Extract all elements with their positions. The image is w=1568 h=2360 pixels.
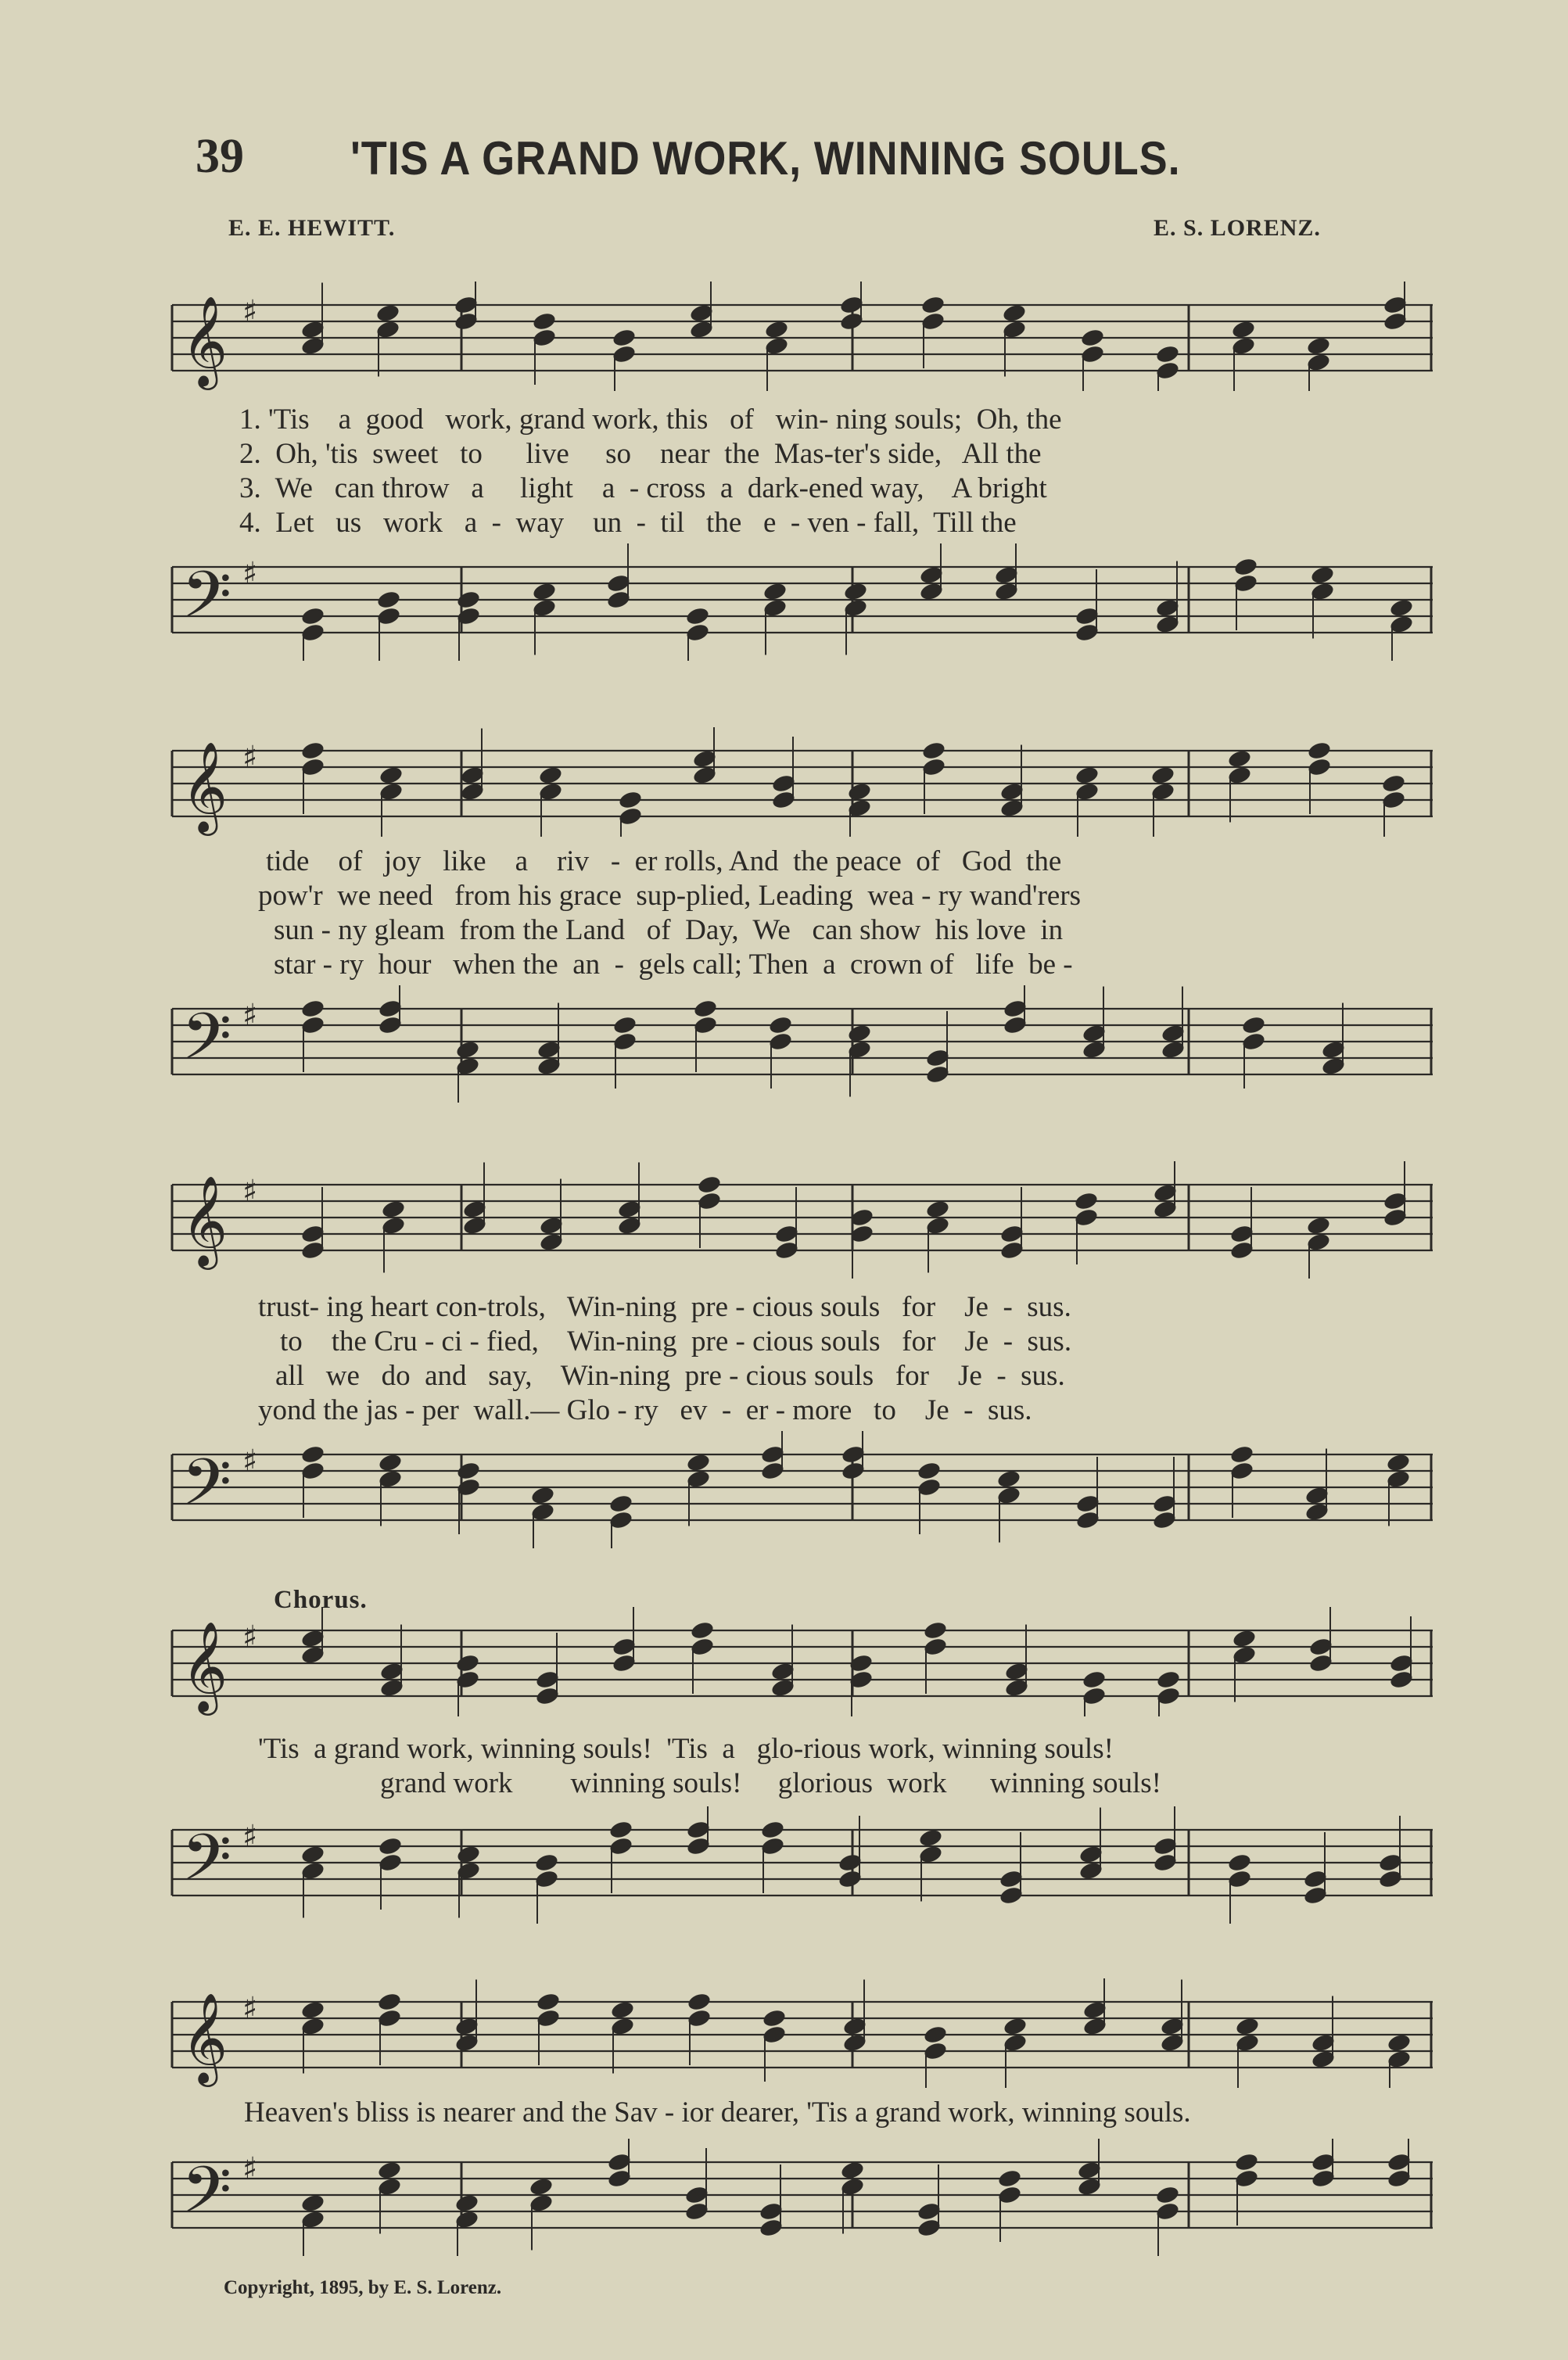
lyric-line: sun - ny gleam from the Land of Day, We can show his love in [274, 914, 1064, 946]
svg-text:♯: ♯ [242, 294, 258, 330]
treble-staff [164, 1978, 1441, 2088]
copyright-notice: Copyright, 1895, by E. S. Lorenz. [224, 2277, 502, 2298]
svg-text:𝄞: 𝄞 [181, 1620, 228, 1712]
svg-text:𝄞: 𝄞 [181, 741, 228, 832]
treble-staff [164, 727, 1441, 837]
lyric-line: tide of joy like a riv - er rolls, And the peace of God the [266, 845, 1062, 877]
lyric-line: trust- ing heart con-trols, Win-ning pre - cious souls for Je - sus. [258, 1291, 1071, 1323]
svg-text:♯: ♯ [242, 1619, 258, 1655]
svg-text:♯: ♯ [242, 556, 258, 592]
svg-text:𝄢: 𝄢 [181, 557, 232, 648]
svg-text:𝄢: 𝄢 [181, 1444, 232, 1536]
svg-text:♯: ♯ [242, 740, 258, 776]
lyric-line: 2. Oh, 'tis sweet to live so near the Mas-ter's side, All the [239, 438, 1042, 470]
bass-staff [164, 543, 1441, 661]
svg-text:♯: ♯ [242, 998, 258, 1034]
svg-text:𝄢: 𝄢 [181, 999, 232, 1090]
hymn-title: 'TIS A GRAND WORK, WINNING SOULS. [350, 132, 1181, 185]
chorus-label: Chorus. [274, 1586, 368, 1614]
bass-staff [164, 1806, 1441, 1924]
treble-staff [164, 1607, 1441, 1716]
lyric-line: Heaven's bliss is nearer and the Sav - ior dearer, 'Tis a grand work, winning souls. [244, 2096, 1191, 2129]
lyric-line: 3. We can throw a light a - cross a dark-ened way, A bright [239, 472, 1047, 504]
bass-staff [164, 2139, 1441, 2256]
svg-text:♯: ♯ [242, 2151, 258, 2187]
svg-text:𝄢: 𝄢 [181, 1820, 232, 1911]
svg-text:𝄞: 𝄞 [181, 1992, 228, 2083]
lyric-line: yond the jas - per wall.— Glo - ry ev - er - more to Je - sus. [258, 1394, 1032, 1426]
svg-text:𝄞: 𝄞 [181, 295, 228, 386]
lyric-line: star - ry hour when the an - gels call; Then a crown of life be - [274, 949, 1073, 981]
lyric-line: 'Tis a grand work, winning souls! 'Tis a glo-rious work, winning souls! [258, 1733, 1114, 1765]
lyric-line: to the Cru - ci - fied, Win-ning pre - cious souls for Je - sus. [280, 1325, 1072, 1358]
bass-staff [164, 985, 1441, 1103]
svg-text:𝄢: 𝄢 [181, 2152, 232, 2243]
treble-staff [164, 1161, 1441, 1279]
lyric-line: grand work winning souls! glorious work winning souls! [380, 1767, 1161, 1799]
treble-staff [164, 282, 1441, 391]
svg-text:♯: ♯ [242, 1819, 258, 1855]
lyric-line: pow'r we need from his grace sup-plied, Leading wea - ry wand'rers [258, 880, 1082, 912]
lyric-line: 4. Let us work a - way un - til the e - ven - fall, Till the [239, 507, 1017, 539]
svg-text:♯: ♯ [242, 1991, 258, 2027]
composer-credit: E. S. LORENZ. [1154, 215, 1321, 241]
lyricist-credit: E. E. HEWITT. [228, 215, 396, 241]
svg-text:𝄞: 𝄞 [181, 1175, 228, 1266]
svg-text:♯: ♯ [242, 1444, 258, 1479]
lyric-line: all we do and say, Win-ning pre - cious souls for Je - sus. [275, 1360, 1065, 1392]
lyric-line: 1. 'Tis a good work, grand work, this of win- ning souls; Oh, the [239, 403, 1062, 436]
hymn-number: 39 [196, 130, 244, 183]
bass-staff [164, 1431, 1441, 1548]
svg-text:♯: ♯ [242, 1174, 258, 1210]
